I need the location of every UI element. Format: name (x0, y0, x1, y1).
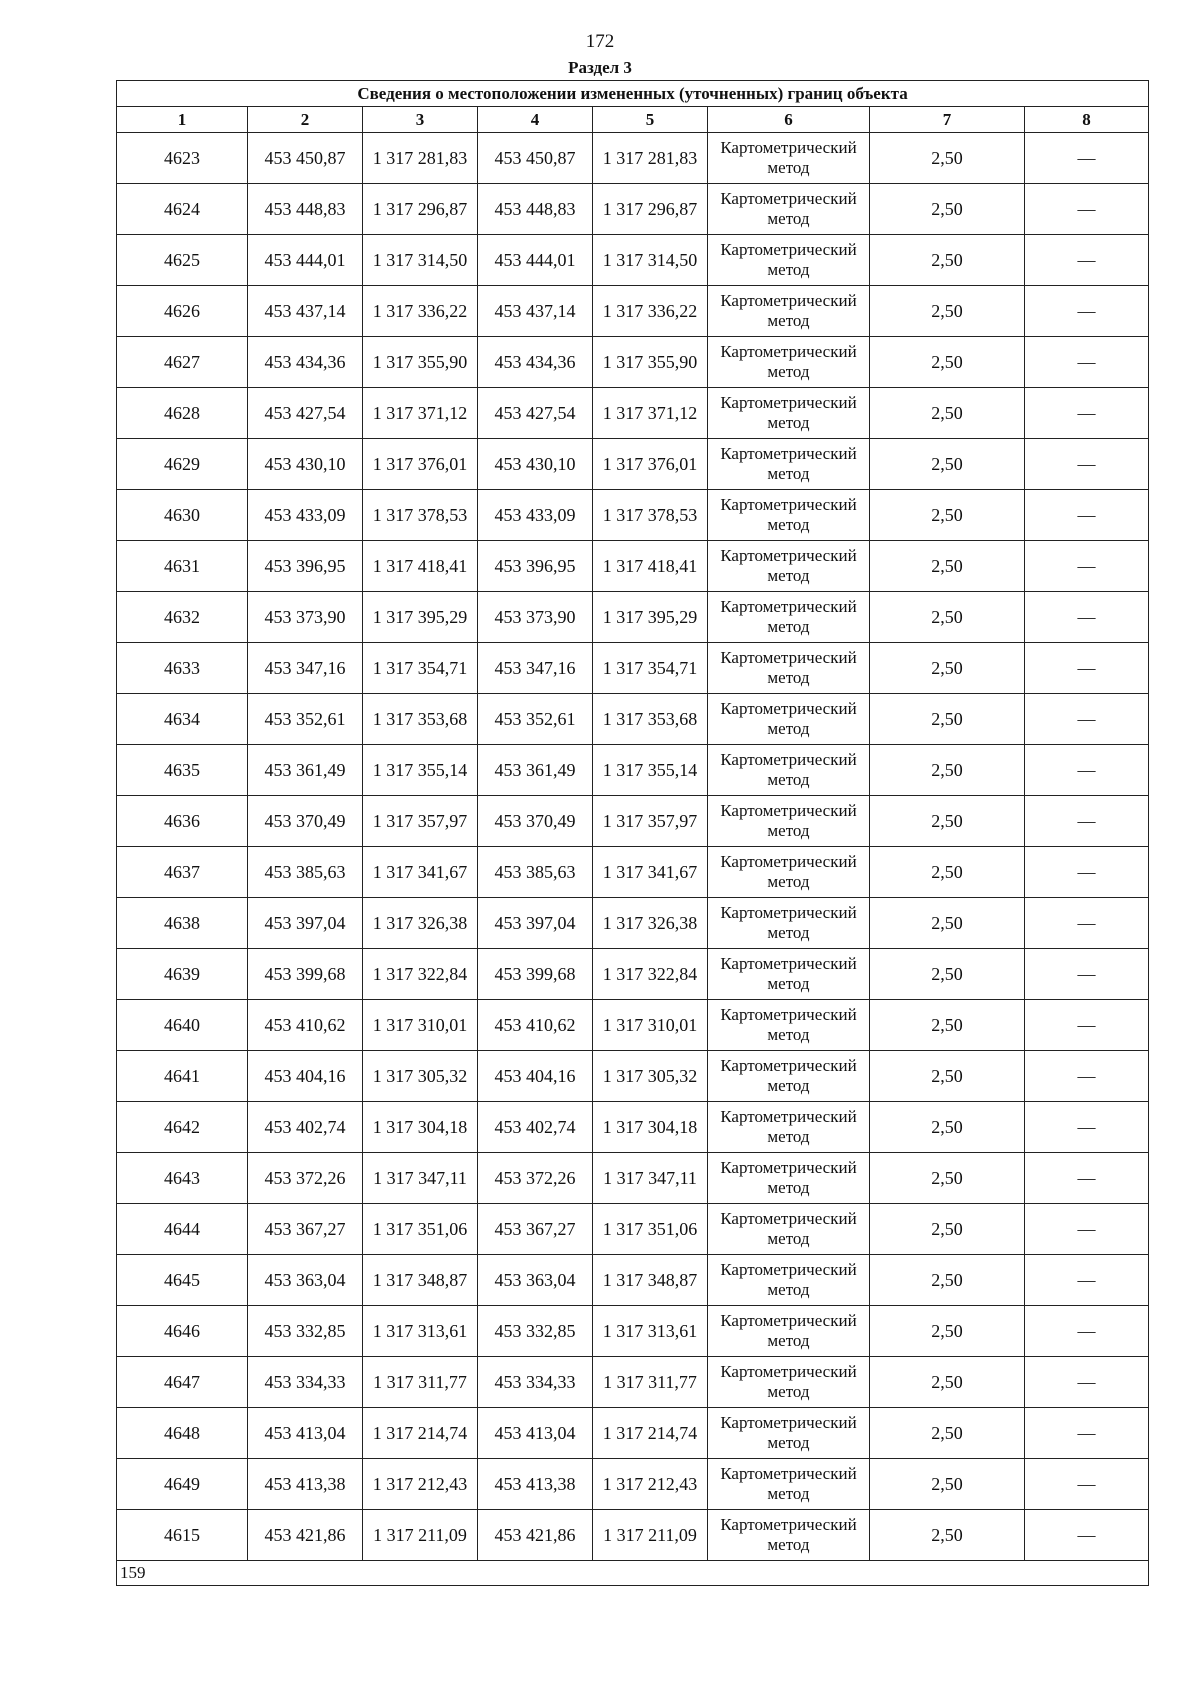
table-cell: 4642 (117, 1102, 248, 1153)
table-cell: 1 317 304,18 (363, 1102, 478, 1153)
table-cell: 2,50 (870, 847, 1025, 898)
column-header: 4 (478, 107, 593, 133)
table-row (117, 1102, 1149, 1153)
table-cell: 453 363,04 (478, 1255, 593, 1306)
table-cell: — (1025, 1357, 1149, 1408)
table-cell: 1 317 355,14 (593, 745, 708, 796)
table-cell: 453 347,16 (248, 643, 363, 694)
table-cell: 453 413,04 (248, 1408, 363, 1459)
table-row (117, 133, 1149, 184)
table-cell: Картометрический метод (708, 235, 870, 286)
table-cell: 4646 (117, 1306, 248, 1357)
table-cell: 453 367,27 (478, 1204, 593, 1255)
table-cell: 453 404,16 (478, 1051, 593, 1102)
boundary-table (116, 80, 1149, 1586)
table-cell: 453 434,36 (478, 337, 593, 388)
table-cell: 1 317 305,32 (593, 1051, 708, 1102)
table-cell: — (1025, 1255, 1149, 1306)
table-cell: 453 363,04 (248, 1255, 363, 1306)
table-cell: 4648 (117, 1408, 248, 1459)
table-cell: — (1025, 1459, 1149, 1510)
table-cell: 2,50 (870, 1357, 1025, 1408)
table-cell: Картометрический метод (708, 643, 870, 694)
table-cell: 1 317 341,67 (363, 847, 478, 898)
table-cell: 2,50 (870, 184, 1025, 235)
table-cell: 4629 (117, 439, 248, 490)
table-row (117, 1255, 1149, 1306)
table-cell: 453 347,16 (478, 643, 593, 694)
table-cell: 453 413,04 (478, 1408, 593, 1459)
table-body (117, 133, 1149, 1561)
table-row (117, 337, 1149, 388)
table-row (117, 1408, 1149, 1459)
table-cell: 1 317 313,61 (593, 1306, 708, 1357)
table-row (117, 949, 1149, 1000)
table-cell: 4636 (117, 796, 248, 847)
table-cell: Картометрический метод (708, 949, 870, 1000)
table-cell: Картометрический метод (708, 1000, 870, 1051)
table-cell: 453 404,16 (248, 1051, 363, 1102)
table-cell: 1 317 336,22 (593, 286, 708, 337)
table-cell: 2,50 (870, 286, 1025, 337)
table-cell: 1 317 353,68 (363, 694, 478, 745)
table-cell: 1 317 214,74 (593, 1408, 708, 1459)
table-cell: 453 444,01 (248, 235, 363, 286)
table-cell: 1 317 296,87 (363, 184, 478, 235)
table-cell: 2,50 (870, 1255, 1025, 1306)
table-cell: 453 399,68 (248, 949, 363, 1000)
table-cell: 4633 (117, 643, 248, 694)
table-cell: 4647 (117, 1357, 248, 1408)
table-cell: 453 444,01 (478, 235, 593, 286)
table-cell: 1 317 341,67 (593, 847, 708, 898)
table-cell: 453 450,87 (248, 133, 363, 184)
table-cell: 2,50 (870, 1204, 1025, 1255)
table-cell: — (1025, 1510, 1149, 1561)
table-cell: 2,50 (870, 337, 1025, 388)
table-cell: — (1025, 490, 1149, 541)
table-cell: Картометрический метод (708, 745, 870, 796)
table-cell: 1 317 211,09 (363, 1510, 478, 1561)
table-cell: — (1025, 898, 1149, 949)
table-cell: 2,50 (870, 1153, 1025, 1204)
table-cell: 453 370,49 (478, 796, 593, 847)
table-cell: 453 361,49 (248, 745, 363, 796)
table-cell: — (1025, 388, 1149, 439)
table-cell: 2,50 (870, 643, 1025, 694)
table-cell: Картометрический метод (708, 541, 870, 592)
footer-cell: 159 (117, 1561, 1149, 1586)
table-cell: — (1025, 1306, 1149, 1357)
table-caption: Сведения о местоположении измененных (уточненных) границ объекта (117, 81, 1149, 107)
table-cell: 453 397,04 (478, 898, 593, 949)
table-cell: 453 396,95 (248, 541, 363, 592)
table-cell: 4634 (117, 694, 248, 745)
table-cell: 1 317 355,90 (593, 337, 708, 388)
column-header: 6 (708, 107, 870, 133)
table-cell: 1 317 322,84 (363, 949, 478, 1000)
table-row (117, 1153, 1149, 1204)
table-cell: 1 317 351,06 (593, 1204, 708, 1255)
table-row (117, 1306, 1149, 1357)
table-cell: 4649 (117, 1459, 248, 1510)
table-cell: 1 317 378,53 (593, 490, 708, 541)
table-cell: 4625 (117, 235, 248, 286)
table-cell: 4645 (117, 1255, 248, 1306)
table-cell: 4623 (117, 133, 248, 184)
table-cell: 453 433,09 (248, 490, 363, 541)
table-cell: 1 317 311,77 (363, 1357, 478, 1408)
table-cell: 1 317 353,68 (593, 694, 708, 745)
table-cell: 2,50 (870, 1102, 1025, 1153)
table-cell: Картометрический метод (708, 592, 870, 643)
table-cell: 2,50 (870, 898, 1025, 949)
column-header: 1 (117, 107, 248, 133)
table-cell: 453 427,54 (478, 388, 593, 439)
table-cell: 453 352,61 (248, 694, 363, 745)
table-row (117, 847, 1149, 898)
table-cell: 453 332,85 (478, 1306, 593, 1357)
table-cell: 453 332,85 (248, 1306, 363, 1357)
table-cell: Картометрический метод (708, 286, 870, 337)
table-cell: Картометрический метод (708, 337, 870, 388)
table-cell: 453 402,74 (248, 1102, 363, 1153)
table-cell: — (1025, 439, 1149, 490)
table-cell: — (1025, 1051, 1149, 1102)
table-cell: Картометрический метод (708, 847, 870, 898)
table-row (117, 286, 1149, 337)
table-cell: 453 413,38 (478, 1459, 593, 1510)
table-cell: 453 361,49 (478, 745, 593, 796)
table-cell: 1 317 314,50 (593, 235, 708, 286)
table-cell: 1 317 418,41 (593, 541, 708, 592)
header-row (117, 107, 1149, 133)
table-cell: Картометрический метод (708, 1153, 870, 1204)
table-cell: Картометрический метод (708, 694, 870, 745)
table-row (117, 1357, 1149, 1408)
table-cell: — (1025, 643, 1149, 694)
table-cell: Картометрический метод (708, 1255, 870, 1306)
table-row (117, 1510, 1149, 1561)
table-cell: 1 317 326,38 (593, 898, 708, 949)
table-cell: 2,50 (870, 1510, 1025, 1561)
table-cell: 4635 (117, 745, 248, 796)
table-cell: 1 317 310,01 (363, 1000, 478, 1051)
table-cell: — (1025, 1153, 1149, 1204)
table-cell: 1 317 336,22 (363, 286, 478, 337)
table-cell: 453 421,86 (478, 1510, 593, 1561)
table-cell: 453 413,38 (248, 1459, 363, 1510)
table-cell: 1 317 347,11 (593, 1153, 708, 1204)
table-row (117, 541, 1149, 592)
table-row (117, 1051, 1149, 1102)
column-header: 8 (1025, 107, 1149, 133)
table-cell: — (1025, 286, 1149, 337)
table-cell: 453 370,49 (248, 796, 363, 847)
table-row (117, 694, 1149, 745)
table-cell: 2,50 (870, 949, 1025, 1000)
table-cell: 2,50 (870, 694, 1025, 745)
table-cell: — (1025, 541, 1149, 592)
table-cell: Картометрический метод (708, 439, 870, 490)
table-cell: 2,50 (870, 490, 1025, 541)
table-cell: 453 430,10 (248, 439, 363, 490)
table-cell: 2,50 (870, 235, 1025, 286)
table-cell: 1 317 357,97 (593, 796, 708, 847)
table-cell: Картометрический метод (708, 1204, 870, 1255)
table-row (117, 235, 1149, 286)
table-cell: 1 317 281,83 (593, 133, 708, 184)
table-cell: 4615 (117, 1510, 248, 1561)
table-cell: 1 317 313,61 (363, 1306, 478, 1357)
table-cell: 453 430,10 (478, 439, 593, 490)
table-cell: — (1025, 235, 1149, 286)
table-cell: 4627 (117, 337, 248, 388)
table-cell: Картометрический метод (708, 1051, 870, 1102)
table-cell: 453 433,09 (478, 490, 593, 541)
table-row (117, 490, 1149, 541)
table-cell: 2,50 (870, 541, 1025, 592)
table-cell: Картометрический метод (708, 490, 870, 541)
table-cell: 453 434,36 (248, 337, 363, 388)
table-cell: 1 317 311,77 (593, 1357, 708, 1408)
table-cell: 1 317 355,90 (363, 337, 478, 388)
table-cell: 2,50 (870, 796, 1025, 847)
table-row (117, 1000, 1149, 1051)
table-cell: 1 317 371,12 (593, 388, 708, 439)
table-cell: — (1025, 796, 1149, 847)
table-cell: Картометрический метод (708, 1102, 870, 1153)
table-cell: Картометрический метод (708, 1510, 870, 1561)
table-cell: Картометрический метод (708, 898, 870, 949)
table-row (117, 745, 1149, 796)
table-row (117, 643, 1149, 694)
table-cell: 4639 (117, 949, 248, 1000)
column-header: 3 (363, 107, 478, 133)
table-cell: — (1025, 337, 1149, 388)
table-cell: 453 334,33 (248, 1357, 363, 1408)
table-cell: 453 385,63 (478, 847, 593, 898)
table-cell: 1 317 348,87 (363, 1255, 478, 1306)
table-cell: 1 317 322,84 (593, 949, 708, 1000)
page-number: 172 (585, 31, 615, 52)
table-cell: 453 410,62 (478, 1000, 593, 1051)
table-cell: 2,50 (870, 439, 1025, 490)
table-row (117, 1204, 1149, 1255)
table-cell: 1 317 371,12 (363, 388, 478, 439)
table-cell: 1 317 376,01 (363, 439, 478, 490)
table-cell: Картометрический метод (708, 133, 870, 184)
table-cell: 453 334,33 (478, 1357, 593, 1408)
table-cell: 1 317 376,01 (593, 439, 708, 490)
table-cell: 1 317 378,53 (363, 490, 478, 541)
table-cell: 4630 (117, 490, 248, 541)
table-cell: 1 317 354,71 (593, 643, 708, 694)
table-cell: 4632 (117, 592, 248, 643)
table-cell: 4640 (117, 1000, 248, 1051)
table-cell: — (1025, 949, 1149, 1000)
table-cell: 453 372,26 (248, 1153, 363, 1204)
table-cell: 2,50 (870, 1051, 1025, 1102)
table-cell: 1 317 310,01 (593, 1000, 708, 1051)
table-row (117, 796, 1149, 847)
table-cell: 2,50 (870, 592, 1025, 643)
table-cell: 453 397,04 (248, 898, 363, 949)
table-cell: 4638 (117, 898, 248, 949)
table-cell: 453 448,83 (478, 184, 593, 235)
table-cell: 453 427,54 (248, 388, 363, 439)
table-cell: 1 317 395,29 (593, 592, 708, 643)
table-cell: 1 317 418,41 (363, 541, 478, 592)
table-row (117, 439, 1149, 490)
table-cell: 4624 (117, 184, 248, 235)
table-cell: 4628 (117, 388, 248, 439)
table-cell: 453 352,61 (478, 694, 593, 745)
table-cell: 453 396,95 (478, 541, 593, 592)
table-cell: 453 437,14 (248, 286, 363, 337)
table-cell: Картометрический метод (708, 1408, 870, 1459)
table-cell: 453 421,86 (248, 1510, 363, 1561)
table-cell: 1 317 357,97 (363, 796, 478, 847)
table-row (117, 184, 1149, 235)
table-cell: 1 317 314,50 (363, 235, 478, 286)
table-cell: Картометрический метод (708, 388, 870, 439)
table-row (117, 592, 1149, 643)
table-cell: 453 450,87 (478, 133, 593, 184)
table-row (117, 898, 1149, 949)
table-cell: — (1025, 592, 1149, 643)
table-cell: — (1025, 745, 1149, 796)
table-cell: 4626 (117, 286, 248, 337)
table-cell: 453 448,83 (248, 184, 363, 235)
table-cell: 1 317 351,06 (363, 1204, 478, 1255)
table-cell: 2,50 (870, 133, 1025, 184)
table-cell: 4641 (117, 1051, 248, 1102)
table-cell: 1 317 326,38 (363, 898, 478, 949)
column-header: 5 (593, 107, 708, 133)
table-cell: 2,50 (870, 388, 1025, 439)
table-row (117, 388, 1149, 439)
table-cell: — (1025, 847, 1149, 898)
table-cell: 2,50 (870, 1408, 1025, 1459)
table-cell: 2,50 (870, 1459, 1025, 1510)
table-cell: 4631 (117, 541, 248, 592)
table-cell: 1 317 348,87 (593, 1255, 708, 1306)
section-title: Раздел 3 (568, 58, 632, 77)
table-cell: 2,50 (870, 745, 1025, 796)
column-header: 2 (248, 107, 363, 133)
table-cell: 453 402,74 (478, 1102, 593, 1153)
column-header: 7 (870, 107, 1025, 133)
table-cell: 1 317 354,71 (363, 643, 478, 694)
table-cell: 1 317 212,43 (363, 1459, 478, 1510)
table-cell: — (1025, 694, 1149, 745)
table-cell: — (1025, 1102, 1149, 1153)
table-cell: 1 317 296,87 (593, 184, 708, 235)
table-cell: 1 317 305,32 (363, 1051, 478, 1102)
table-cell: 453 367,27 (248, 1204, 363, 1255)
table-cell: 453 385,63 (248, 847, 363, 898)
table-cell: Картометрический метод (708, 796, 870, 847)
table-cell: — (1025, 133, 1149, 184)
table-cell: Картометрический метод (708, 1306, 870, 1357)
table-cell: 1 317 214,74 (363, 1408, 478, 1459)
table-cell: — (1025, 184, 1149, 235)
table-cell: 4643 (117, 1153, 248, 1204)
table-cell: 2,50 (870, 1306, 1025, 1357)
table-cell: — (1025, 1408, 1149, 1459)
table-cell: 1 317 395,29 (363, 592, 478, 643)
table-cell: 4637 (117, 847, 248, 898)
table-cell: 1 317 212,43 (593, 1459, 708, 1510)
table-cell: 453 399,68 (478, 949, 593, 1000)
table-cell: Картометрический метод (708, 184, 870, 235)
table-cell: — (1025, 1204, 1149, 1255)
table-cell: 1 317 211,09 (593, 1510, 708, 1561)
table-cell: 453 373,90 (248, 592, 363, 643)
table-cell: 453 372,26 (478, 1153, 593, 1204)
table-cell: 1 317 304,18 (593, 1102, 708, 1153)
table-row (117, 1459, 1149, 1510)
table-cell: 1 317 281,83 (363, 133, 478, 184)
table-cell: — (1025, 1000, 1149, 1051)
table-cell: 453 410,62 (248, 1000, 363, 1051)
table-cell: 4644 (117, 1204, 248, 1255)
table-cell: 2,50 (870, 1000, 1025, 1051)
table-cell: 453 373,90 (478, 592, 593, 643)
table-cell: 1 317 355,14 (363, 745, 478, 796)
table-cell: 1 317 347,11 (363, 1153, 478, 1204)
table-cell: 453 437,14 (478, 286, 593, 337)
table-cell: Картометрический метод (708, 1357, 870, 1408)
table-cell: Картометрический метод (708, 1459, 870, 1510)
